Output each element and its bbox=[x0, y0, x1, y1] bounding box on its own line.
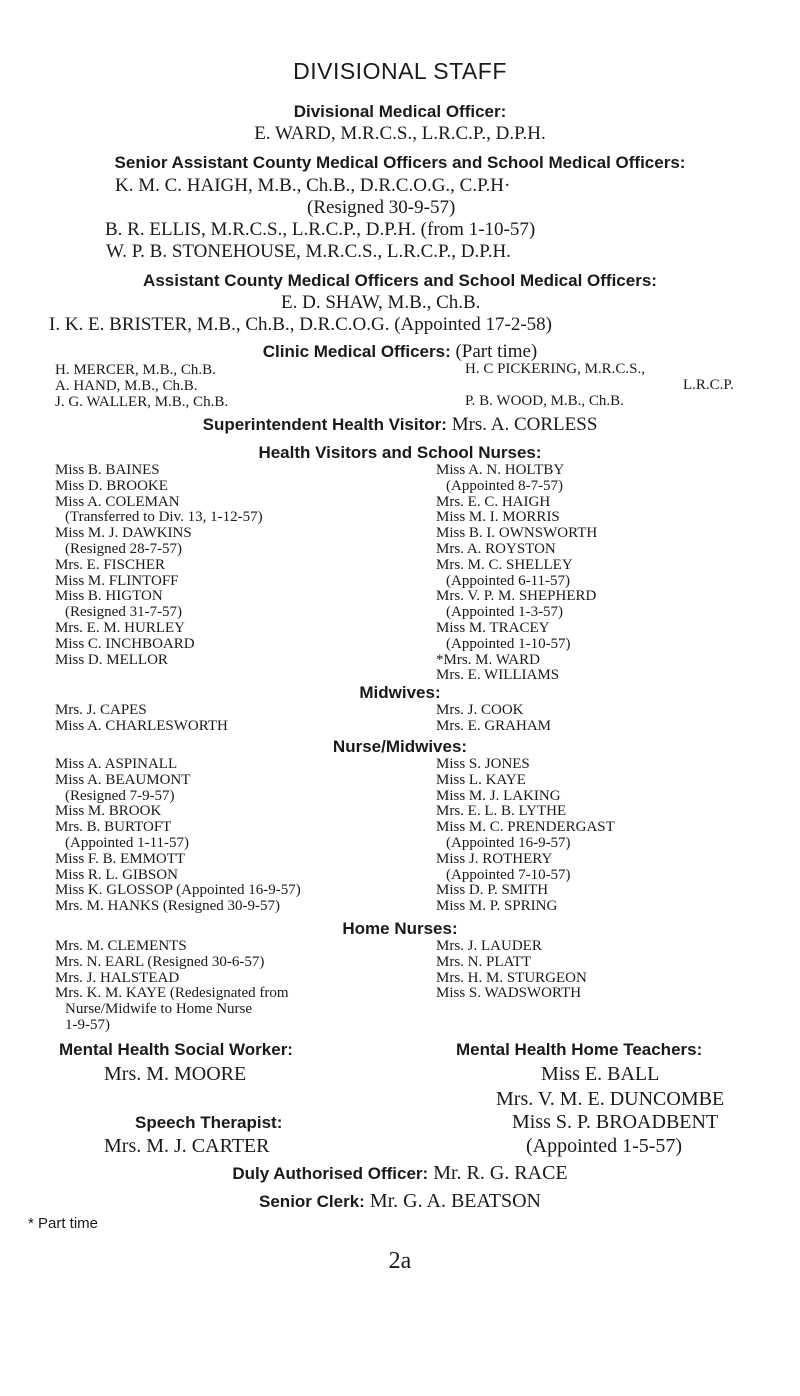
midwife: Mrs. E. GRAHAM bbox=[436, 717, 552, 734]
health-visitor: Mrs. E. FISCHER bbox=[55, 556, 166, 573]
clinic-officer: P. B. WOOD, M.B., Ch.B. bbox=[465, 393, 624, 409]
home-nurse: Mrs. K. M. KAYE (Redesignated from bbox=[55, 985, 289, 1002]
footnote: * Part time bbox=[28, 1215, 99, 1232]
health-visitor-note: (Appointed 1-3-57) bbox=[446, 604, 564, 621]
health-visitor: Miss M. TRACEY bbox=[436, 619, 550, 636]
nurse-midwife: Miss A. ASPINALL bbox=[55, 756, 178, 772]
midwife: Mrs. J. COOK bbox=[436, 702, 524, 718]
nurse-midwives-heading: Nurse/Midwives: bbox=[332, 737, 468, 756]
home-teacher-note: (Appointed 1-5-57) bbox=[526, 1135, 683, 1157]
home-nurse: Mrs. M. CLEMENTS bbox=[55, 938, 187, 954]
superintendent-row bbox=[0, 414, 800, 436]
midwife: Mrs. J. CAPES bbox=[55, 702, 147, 718]
nurse-midwife: Miss M. J. LAKING bbox=[436, 787, 561, 804]
health-visitor: Miss M. FLINTOFF bbox=[55, 572, 179, 589]
nurse-midwife: Miss J. ROTHERY bbox=[436, 850, 553, 867]
health-visitor: Miss B. HIGTON bbox=[55, 588, 163, 605]
senior-clerk-name: Mr. G. A. BEATSON bbox=[364, 1190, 541, 1212]
nurse-midwives-left bbox=[55, 757, 301, 915]
superintendent-name: Mrs. A. CORLESS bbox=[446, 414, 598, 435]
nurse-midwife: Miss M. C. PRENDERGAST bbox=[436, 819, 615, 836]
home-nurses-heading: Home Nurses: bbox=[342, 919, 458, 938]
page-number: 2a bbox=[388, 1248, 412, 1274]
duly-authorised-name: Mr. R. G. RACE bbox=[428, 1162, 568, 1184]
health-visitor-note: (Resigned 28-7-57) bbox=[65, 540, 183, 557]
health-visitor-note: (Appointed 8-7-57) bbox=[446, 477, 564, 494]
mental-health-social-worker-name: Mrs. M. MOORE bbox=[104, 1063, 247, 1085]
midwives-right bbox=[436, 703, 551, 735]
nurse-midwife: Mrs. M. HANKS (Resigned 30-9-57) bbox=[55, 898, 280, 915]
superintendent-heading: Superintendent Health Visitor: bbox=[202, 415, 447, 434]
nurse-midwife: Miss A. BEAUMONT bbox=[55, 771, 191, 788]
home-teacher: Miss E. BALL bbox=[541, 1063, 660, 1085]
senior-clerk-row bbox=[0, 1190, 800, 1213]
assistant-line: I. K. E. BRISTER, M.B., Ch.B., D.R.C.O.G. (Appointed 17-2-58) bbox=[49, 314, 552, 335]
senior-assistant-line: W. P. B. STONEHOUSE, M.R.C.S., L.R.C.P., D.P.H. bbox=[106, 241, 511, 262]
duly-authorised-heading: Duly Authorised Officer: bbox=[232, 1164, 429, 1183]
health-visitor: Miss M. J. DAWKINS bbox=[55, 525, 192, 542]
page-title: DIVISIONAL STAFF bbox=[293, 58, 507, 84]
senior-assistant-line: (Resigned 30-9-57) bbox=[307, 197, 456, 218]
home-teacher: Miss S. P. BROADBENT bbox=[512, 1111, 719, 1133]
home-nurse: Mrs. J. HALSTEAD bbox=[55, 969, 180, 986]
nurse-midwife-note: (Appointed 1-11-57) bbox=[65, 834, 189, 851]
clinic-left-column bbox=[55, 362, 228, 410]
clinic-officer: J. G. WALLER, M.B., Ch.B. bbox=[55, 394, 229, 410]
health-visitor: Miss B. I. OWNSWORTH bbox=[436, 525, 598, 542]
nurse-midwife: Miss M. P. SPRING bbox=[436, 898, 558, 915]
divisional-medical-officer-heading: Divisional Medical Officer: bbox=[293, 102, 507, 121]
nurse-midwife: Miss F. B. EMMOTT bbox=[55, 850, 186, 867]
health-visitor: *Mrs. M. WARD bbox=[436, 651, 540, 668]
health-visitor: Miss D. BROOKE bbox=[55, 477, 168, 494]
health-visitor: Mrs. M. C. SHELLEY bbox=[436, 556, 573, 573]
midwives-left bbox=[55, 703, 228, 735]
nurse-midwife: Mrs. E. L. B. LYTHE bbox=[436, 803, 567, 820]
nurse-midwife: Miss D. P. SMITH bbox=[436, 882, 549, 899]
health-visitor-note: (Resigned 31-7-57) bbox=[65, 604, 183, 621]
health-visitor: Miss M. I. MORRIS bbox=[436, 509, 560, 526]
nurse-midwives-right bbox=[436, 757, 615, 915]
duly-authorised-row bbox=[0, 1162, 800, 1185]
nurse-midwife: Miss L. KAYE bbox=[436, 771, 526, 788]
home-nurses-left bbox=[55, 939, 289, 1034]
health-visitor: Miss A. COLEMAN bbox=[55, 493, 180, 510]
health-visitor-note: (Appointed 1-10-57) bbox=[446, 635, 571, 652]
senior-clerk-heading: Senior Clerk: bbox=[259, 1192, 365, 1211]
nurse-midwife: Miss S. JONES bbox=[436, 756, 530, 772]
nurse-midwife-note: (Appointed 16-9-57) bbox=[446, 834, 571, 851]
midwife: Miss A. CHARLESWORTH bbox=[55, 717, 228, 734]
nurse-midwife-note: (Appointed 7-10-57) bbox=[446, 866, 571, 883]
home-nurse: Mrs. N. EARL (Resigned 30-6-57) bbox=[55, 953, 265, 970]
nurse-midwife: Miss R. L. GIBSON bbox=[55, 866, 178, 883]
senior-assistant-line: K. M. C. HAIGH, M.B., Ch.B., D.R.C.O.G., C.P.H· bbox=[115, 175, 511, 196]
nurse-midwife-note: (Resigned 7-9-57) bbox=[65, 787, 175, 804]
home-nurse: Mrs. H. M. STURGEON bbox=[436, 969, 587, 986]
midwives-heading: Midwives: bbox=[359, 683, 441, 702]
home-nurses-right bbox=[436, 939, 587, 1002]
home-nurse: Mrs. N. PLATT bbox=[436, 953, 532, 970]
health-visitor: Mrs. E. C. HAIGH bbox=[436, 493, 551, 510]
health-visitor: Miss B. BAINES bbox=[55, 462, 160, 478]
health-visitor: Mrs. V. P. M. SHEPHERD bbox=[436, 588, 597, 605]
home-nurse: Miss S. WADSWORTH bbox=[436, 985, 582, 1002]
assistant-line: E. D. SHAW, M.B., Ch.B. bbox=[281, 292, 481, 313]
assistant-heading: Assistant County Medical Officers and School Medical Officers: bbox=[143, 271, 657, 290]
divisional-medical-officer-name: E. WARD, M.R.C.S., L.R.C.P., D.P.H. bbox=[254, 123, 546, 144]
health-visitor-note: (Appointed 6-11-57) bbox=[446, 572, 570, 589]
health-visitor: Miss A. N. HOLTBY bbox=[436, 462, 565, 478]
home-nurse: Mrs. J. LAUDER bbox=[436, 938, 542, 954]
health-visitor-note: (Transferred to Div. 13, 1-12-57) bbox=[65, 509, 263, 526]
health-visitor: Miss C. INCHBOARD bbox=[55, 635, 195, 652]
clinic-officer-continued: L.R.C.P. bbox=[683, 377, 734, 393]
home-nurse-note: Nurse/Midwife to Home Nurse bbox=[65, 1001, 253, 1018]
home-teacher: Mrs. V. M. E. DUNCOMBE bbox=[496, 1088, 725, 1110]
clinic-heading: Clinic Medical Officers: bbox=[262, 342, 451, 361]
health-visitor: Miss D. MELLOR bbox=[55, 651, 168, 668]
health-visitors-right bbox=[436, 463, 597, 684]
health-visitor: Mrs. A. ROYSTON bbox=[436, 540, 556, 557]
senior-assistant-heading: Senior Assistant County Medical Officers and School Medical Officers: bbox=[114, 153, 686, 172]
nurse-midwife: Mrs. B. BURTOFT bbox=[55, 819, 172, 836]
clinic-heading-note: (Part time) bbox=[450, 341, 538, 362]
clinic-officer: H. MERCER, M.B., Ch.B. bbox=[55, 362, 216, 378]
senior-assistant-line: B. R. ELLIS, M.R.C.S., L.R.C.P., D.P.H. (from 1-10-57) bbox=[105, 219, 536, 240]
clinic-officer: H. C PICKERING, M.R.C.S., bbox=[465, 361, 646, 377]
speech-therapist-heading: Speech Therapist: bbox=[135, 1113, 283, 1132]
clinic-heading-row bbox=[0, 341, 800, 363]
clinic-officer: A. HAND, M.B., Ch.B. bbox=[55, 378, 198, 394]
health-visitor: Mrs. E. M. HURLEY bbox=[55, 619, 185, 636]
home-nurse-note: 1-9-57) bbox=[65, 1016, 110, 1033]
speech-therapist-name: Mrs. M. J. CARTER bbox=[104, 1135, 270, 1157]
mental-health-home-teachers-heading: Mental Health Home Teachers: bbox=[456, 1040, 703, 1059]
health-visitors-heading: Health Visitors and School Nurses: bbox=[258, 443, 542, 462]
health-visitor: Mrs. E. WILLIAMS bbox=[436, 667, 560, 684]
mental-health-social-worker-heading: Mental Health Social Worker: bbox=[59, 1040, 293, 1059]
health-visitors-left bbox=[55, 463, 263, 668]
nurse-midwife: Miss K. GLOSSOP (Appointed 16-9-57) bbox=[55, 882, 301, 899]
nurse-midwife: Miss M. BROOK bbox=[55, 803, 162, 820]
